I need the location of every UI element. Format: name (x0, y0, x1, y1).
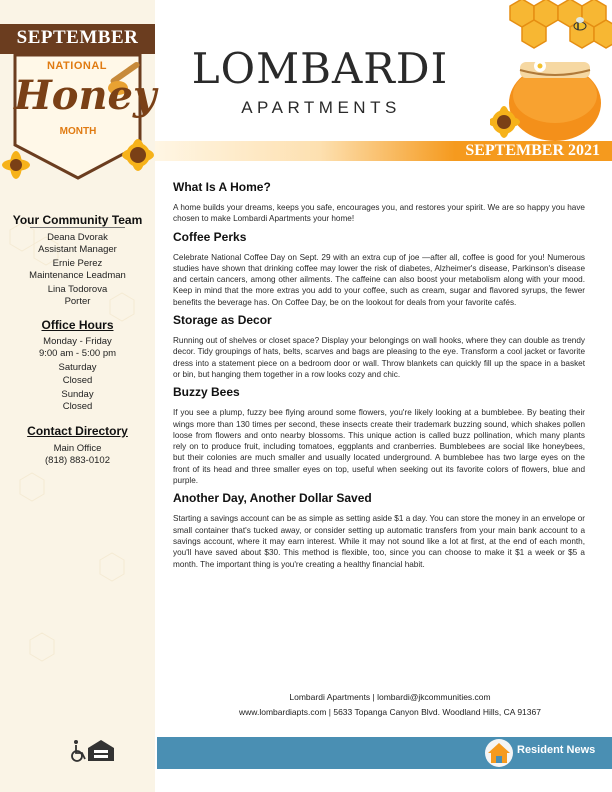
honey-jar-illustration (490, 0, 612, 145)
hours-line: Sunday (61, 389, 94, 400)
hours-line: Saturday (58, 362, 97, 373)
article-body: If you see a plump, fuzzy bee flying around some flowers, you're likely looking at a bumblebee. By beating their wings more than 130 times per second, these insects create their trademark buzzing sound, which shakes pollen loose from flowers and onto nearby blossoms. This unique action is called buzz pollination, which many plants rely on to produce fruit, including tomatoes, eggplants and cranberries. Bumblebees are social like honeybees, but their colonies are much smaller and usually located underground. A bumblebee has two large eyes on the front of its head and three smaller eyes on top, useful when seeking out its favorite colors of flowers, blue and purple. (173, 408, 585, 486)
house-icon (483, 738, 515, 768)
article-body: Celebrate National Coffee Day on Sept. 29 with an extra cup of joe —after all, coffee is good for you! Numerous studies have shown that drinking coffee may lower the risk of diabetes, Alzheimer's disease, Parkinson's disease and certain cancers, among other ailments. The caffeine can also boost your metabolism along with your mood. Keep in mind that the more extras you add to your coffee, such as cream, sugar and flavored syrups, the fewer benefits the beverage has. On Coffee Day, be on the lookout for deals from your favorite cafés. (173, 252, 585, 307)
team-member-role: Porter (64, 296, 91, 307)
team-heading: Your Community Team (12, 213, 143, 227)
hours-line: Monday - Friday (43, 336, 112, 347)
brand-subtitle: APARTMENTS (241, 98, 401, 117)
article-title: Coffee Perks (173, 229, 247, 244)
team-member-role: Maintenance Leadman (29, 270, 126, 281)
office-hours-heading: Office Hours (41, 318, 114, 332)
article-body: Running out of shelves or closet space? Display your belongings on wall hooks, where they can double as trendy decor. Tidy groupings of hats, belts, scarves and bags are pleasing to the eye. Transform a cool jacket or favorite dress into a statement piece on a bedroom door or wall. Throw blankets can quickly fill up the space in a basket or bin, but hanging them together in a row looks cozy and chic. (173, 336, 585, 379)
divider (30, 227, 125, 228)
hours-line: Closed (62, 375, 93, 386)
hours-line: 9:00 am - 5:00 pm (38, 348, 117, 359)
wheelchair-icon (72, 740, 85, 761)
footer-address: www.lombardiapts.com | 5633 Topanga Canyon Blvd. Woodland Hills, CA 91367 (239, 707, 541, 717)
badge-month: SEPTEMBER (16, 27, 139, 48)
brand-logo: LOMBARDI (191, 44, 449, 93)
date-band-gradient (155, 141, 455, 161)
badge-month-label: MONTH (59, 126, 97, 137)
team-member-name: Ernie Perez (52, 258, 103, 269)
contact-phone: (818) 883-0102 (45, 455, 110, 466)
contact-line: Main Office (53, 443, 102, 454)
article-body: A home builds your dreams, keeps you safe, encourages you, and restores your spirit. We are so happy you have chosen to make Lombardi Apartments your home! (173, 203, 585, 224)
article-title: Buzzy Bees (173, 385, 240, 400)
article-body: Starting a savings account can be as simple as setting aside $1 a day. You can store the money in an envelope or small container that's tucked away, or consider setting up automatic transfers from your main bank account to a savings account, where it may earn interest. While it may not sound like a lot at first, at the end of each month, you'll have saved about $30. This method is flexible, too, since you can choose to make it $1 a week or $5 a month. The important thing is you're creating a healthy financial habit. (173, 514, 585, 569)
equal-housing-icon (88, 740, 114, 761)
honeycomb-icon (510, 0, 612, 48)
badge-national: NATIONAL (46, 60, 107, 72)
article-title: Another Day, Another Dollar Saved (173, 491, 372, 506)
badge-honey: Honey (14, 72, 157, 119)
resident-news-label: Resident News (517, 744, 596, 756)
team-member-name: Lina Todorova (47, 284, 108, 295)
honey-jar-icon (509, 60, 601, 141)
issue-date: SEPTEMBER 2021 (465, 142, 600, 159)
contact-heading: Contact Directory (27, 424, 128, 438)
article-column (173, 176, 585, 575)
article-title: What Is A Home? (173, 180, 271, 194)
hours-line: Closed (62, 401, 93, 412)
accessibility-icons (68, 739, 128, 763)
article-title: Storage as Decor (173, 313, 272, 328)
team-member-role: Assistant Manager (38, 244, 117, 255)
footer-contact: Lombardi Apartments | lombardi@jkcommunities.com (289, 692, 491, 702)
team-member-name: Deana Dvorak (47, 232, 108, 243)
